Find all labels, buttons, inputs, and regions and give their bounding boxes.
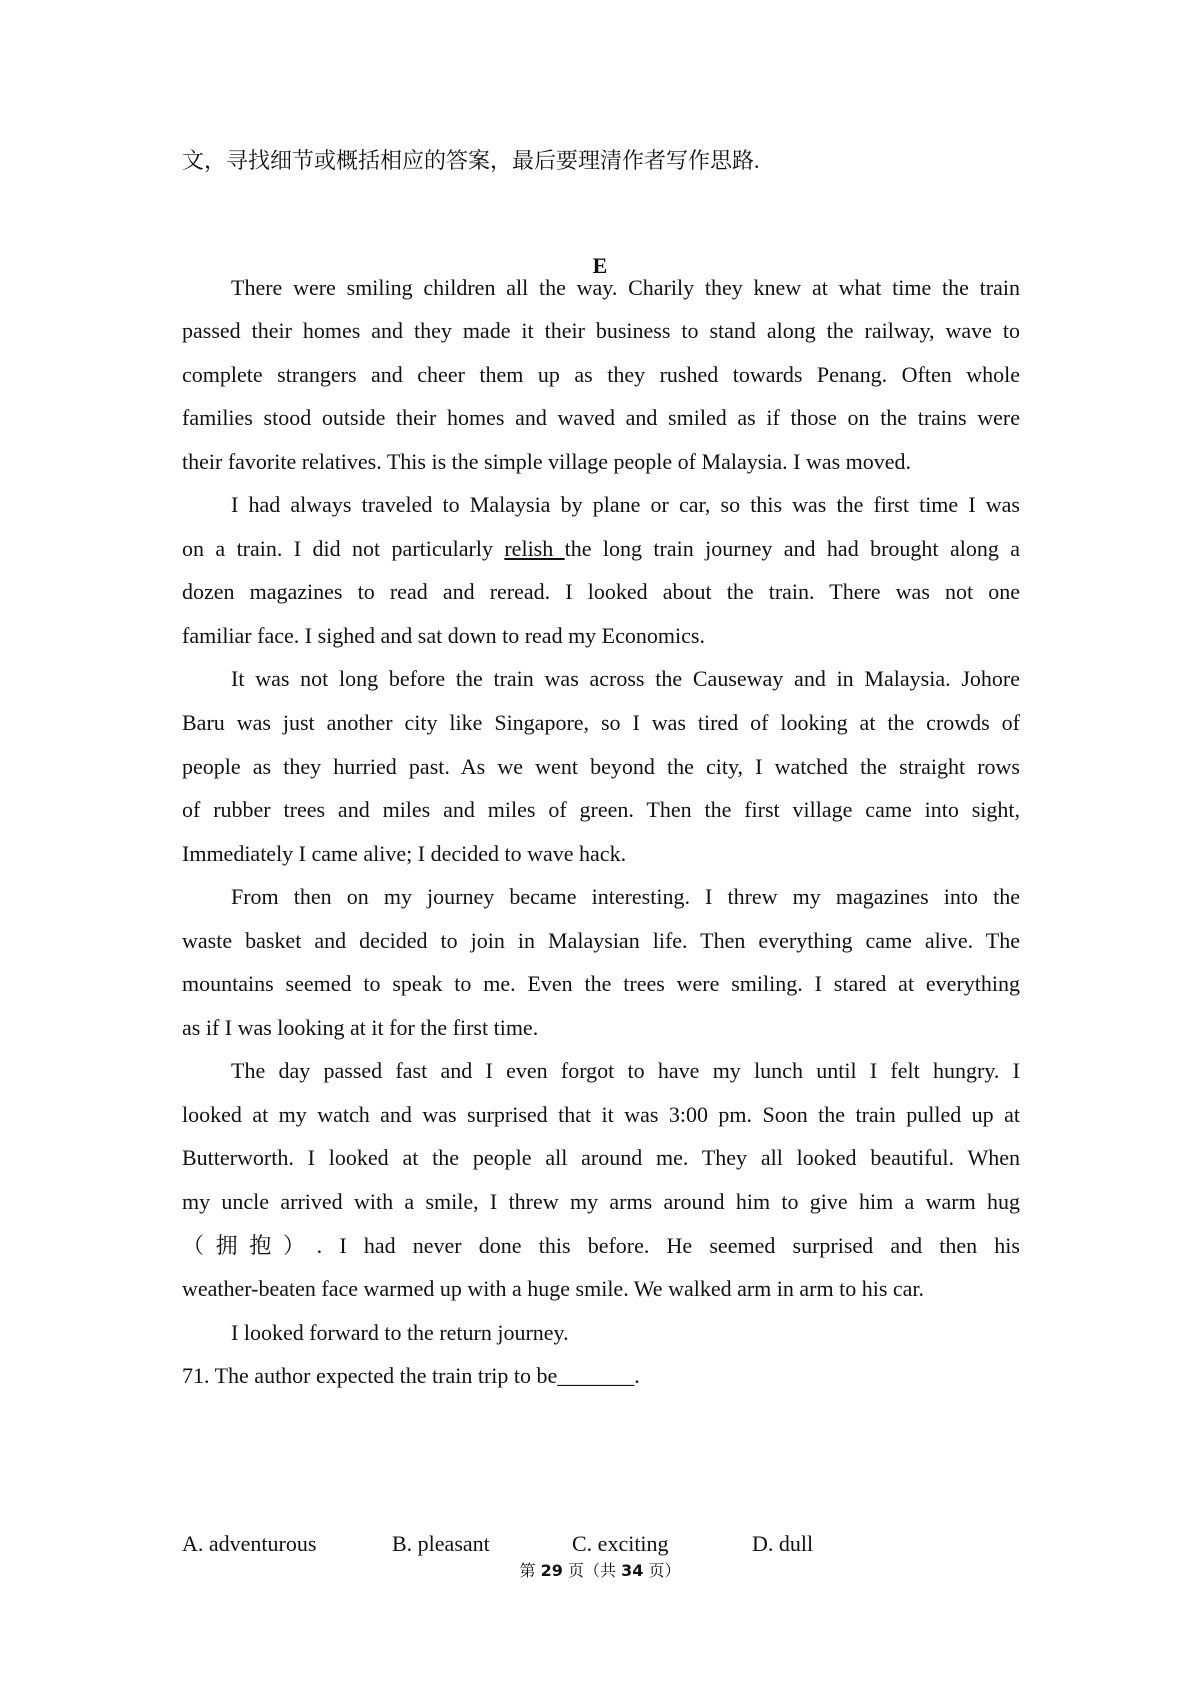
passage-line: [182, 534, 1020, 564]
footer-middle: 页（共: [567, 1561, 616, 1580]
passage-line: （拥抱）. I had never done this before. He seemed surprised and then his: [182, 1233, 1020, 1258]
passage-line: I had always traveled to Malaysia by plane or car, so this was the first time I was: [231, 492, 1020, 517]
passage-line: From then on my journey became interesting. I threw my magazines into the: [231, 884, 1020, 909]
passage-line: Baru was just another city like Singapore, so I was tired of looking at the crowds of: [182, 710, 1020, 735]
passage-line: mountains seemed to speak to me. Even the trees were smiling. I stared at everything: [182, 971, 1020, 996]
question-stem: 71. The author expected the train trip to be_______.: [182, 1363, 640, 1388]
option-b: B. pleasant: [392, 1531, 490, 1556]
page-number: 29: [540, 1561, 563, 1580]
passage-line: The day passed fast and I even forgot to have my lunch until I felt hungry. I: [231, 1058, 1020, 1083]
passage-line: Butterworth. I looked at the people all around me. They all looked beautiful. When: [182, 1145, 1020, 1170]
underlined-word: relish: [504, 536, 565, 561]
page-footer: [0, 1561, 1200, 1581]
passage-line: There were smiling children all the way. Charily they knew at what time the train: [231, 275, 1020, 300]
passage-line: waste basket and decided to join in Malaysian life. Then everything came alive. The: [182, 928, 1020, 953]
top-line: 文，寻找细节或概括相应的答案，最后要理清作者写作思路.: [182, 148, 760, 173]
option-d: D. dull: [752, 1531, 814, 1556]
passage-line: their favorite relatives. This is the simple village people of Malaysia. I was moved.: [182, 449, 912, 474]
passage-line: It was not long before the train was across the Causeway and in Malaysia. Johore: [231, 666, 1020, 691]
passage-line: families stood outside their homes and waved and smiled as if those on the trains were: [182, 405, 1020, 430]
passage-line: of rubber trees and miles and miles of green. Then the first village came into sight,: [182, 797, 1020, 822]
passage-line: looked at my watch and was surprised that it was 3:00 pm. Soon the train pulled up at: [182, 1102, 1020, 1127]
footer-prefix: 第: [519, 1561, 536, 1580]
passage-line: passed their homes and they made it their business to stand along the railway, wave to: [182, 318, 1020, 343]
option-a: A. adventurous: [182, 1531, 317, 1556]
passage-text: the long train journey and had brought along a: [564, 536, 1020, 561]
passage-line: people as they hurried past. As we went beyond the city, I watched the straight rows: [182, 754, 1020, 779]
option-c: C. exciting: [572, 1531, 669, 1556]
passage-line: familiar face. I sighed and sat down to read my Economics.: [182, 623, 705, 648]
passage-line: I looked forward to the return journey.: [231, 1320, 569, 1345]
footer-suffix: 页）: [648, 1561, 681, 1580]
passage-text: on a train. I did not particularly: [182, 536, 505, 561]
passage-line: complete strangers and cheer them up as they rushed towards Penang. Often whole: [182, 362, 1020, 387]
passage-line: as if I was looking at it for the first time.: [182, 1015, 539, 1040]
page-total: 34: [621, 1561, 644, 1580]
passage-line: dozen magazines to read and reread. I looked about the train. There was not one: [182, 579, 1020, 604]
section-heading: E: [592, 253, 608, 278]
passage-line: Immediately I came alive; I decided to wave hack.: [182, 841, 627, 866]
passage-line: weather-beaten face warmed up with a huge smile. We walked arm in arm to his car.: [182, 1276, 925, 1301]
passage-line: my uncle arrived with a smile, I threw my arms around him to give him a warm hug: [182, 1189, 1020, 1214]
